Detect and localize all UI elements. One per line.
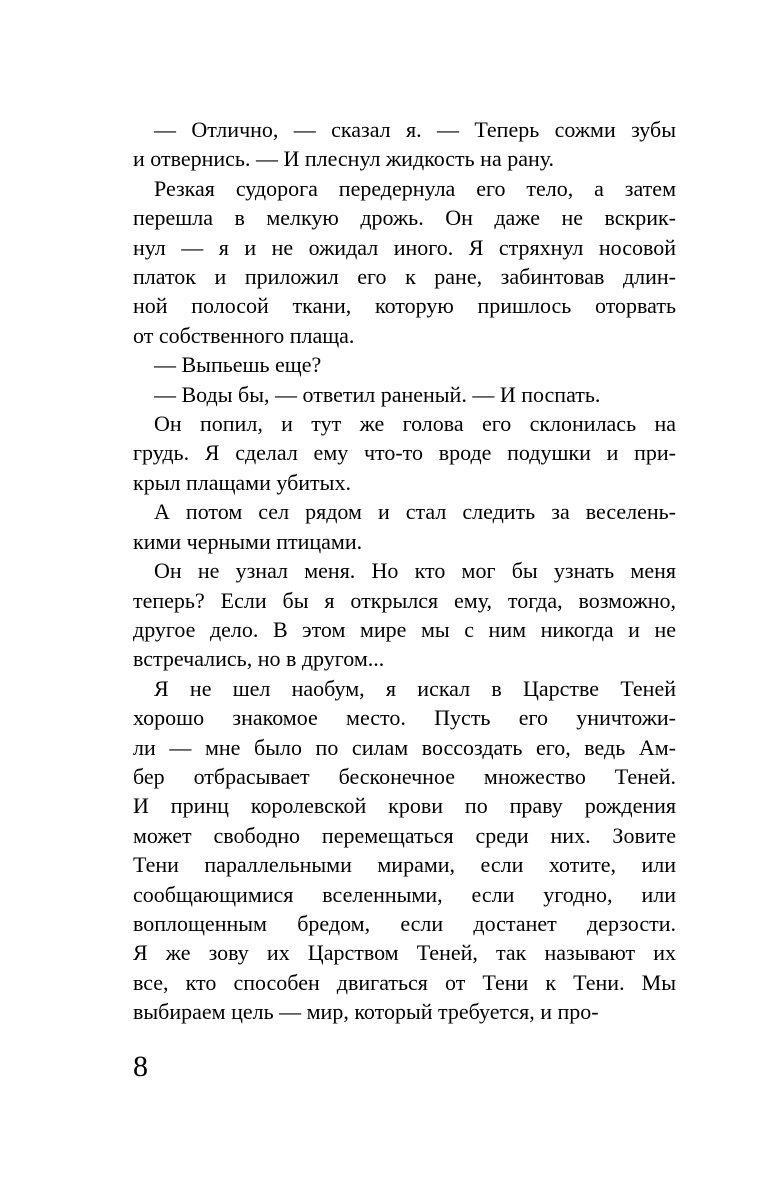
- text-line: сообщающимися вселенными, если угодно, или: [133, 881, 676, 907]
- paragraph: [133, 380, 676, 409]
- text-line: И принц королевской крови по праву рождения: [133, 793, 676, 819]
- text-line: теперь? Если бы я открылся ему, тогда, возможно,: [133, 587, 676, 613]
- paragraph: [133, 350, 676, 379]
- text-line: может свободно перемещаться среди них. Зовите: [133, 822, 676, 848]
- text-block: [133, 115, 676, 1027]
- text-line: А потом сел рядом и стал следить за веселень-: [154, 499, 676, 525]
- text-line: Я не шел наобум, я искал в Царстве Теней: [154, 675, 676, 701]
- text-line: ли — мне было по силам воссоздать его, ведь Ам-: [133, 734, 676, 760]
- text-line: кими черными птицами.: [133, 528, 363, 554]
- text-line: от собственного плаща.: [133, 322, 355, 348]
- text-line: Я же зову их Царством Теней, так называют их: [133, 940, 676, 966]
- text-line: — Отлично, — сказал я. — Теперь сожми зубы: [154, 117, 676, 142]
- text-line: хорошо знакомое место. Пусть его уничтожи-: [133, 705, 676, 731]
- text-line: встречались, но в другом...: [133, 646, 385, 672]
- text-line: платок и приложил его к ране, забинтовав длин-: [133, 264, 676, 290]
- text-line: перешла в мелкую дрожь. Он даже не вскрик-: [133, 205, 676, 231]
- page-number: 8: [133, 1050, 148, 1083]
- text-line: грудь. Я сделал ему что-то вроде подушки и при-: [133, 440, 676, 466]
- paragraph: [133, 674, 676, 1027]
- text-line: и отвернись. — И плеснул жидкость на рану.: [133, 146, 555, 172]
- paragraph: [133, 497, 676, 556]
- text-line: воплощенным бредом, если достанет дерзости.: [133, 910, 676, 936]
- text-line: Он попил, и тут же голова его склонилась на: [154, 411, 676, 437]
- text-line: ной полосой ткани, которую пришлось оторвать: [133, 293, 676, 319]
- paragraph: [133, 409, 676, 497]
- text-line: — Выпьешь еще?: [154, 352, 322, 378]
- text-line: бер отбрасывает бесконечное множество Теней.: [133, 763, 676, 789]
- text-line: крыл плащами убитых.: [133, 469, 351, 495]
- paragraph: [133, 115, 676, 174]
- text-line: Тени параллельными мирами, если хотите, или: [133, 852, 676, 878]
- text-line: все, кто способен двигаться от Тени к Тени. Мы: [133, 969, 676, 995]
- text-line: другое дело. В этом мире мы с ним никогда и не: [133, 616, 676, 642]
- paragraph: [133, 556, 676, 674]
- text-line: выбираем цель — мир, который требуется, и про-: [133, 999, 599, 1025]
- paragraph: [133, 174, 676, 350]
- text-line: Резкая судорога передернула его тело, а затем: [154, 175, 676, 201]
- text-line: Он не узнал меня. Но кто мог бы узнать меня: [154, 558, 676, 584]
- text-line: — Воды бы, — ответил раненый. — И поспать.: [154, 381, 601, 407]
- text-line: нул — я и не ожидал иного. Я стряхнул носовой: [133, 234, 676, 260]
